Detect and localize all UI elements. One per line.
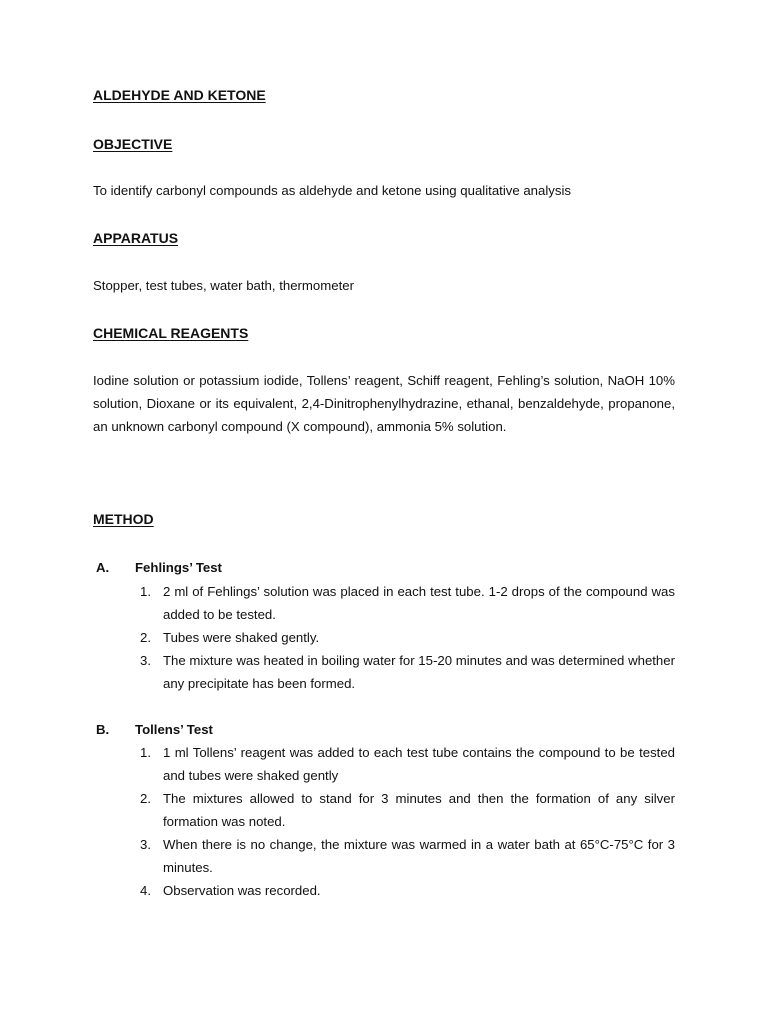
step-number: 2. <box>140 791 151 806</box>
list-item <box>135 741 675 787</box>
section-letter-b: B. <box>96 722 110 737</box>
step-text: 1 ml Tollens’ reagent was added to each test tube contains the compound to be tested and tubes were shaked gently <box>163 745 675 783</box>
document-title: ALDEHYDE AND KETONE <box>93 87 266 103</box>
section-title-tollens: Tollens’ Test <box>135 722 213 737</box>
list-item <box>135 787 675 833</box>
fehlings-steps-list <box>135 580 675 695</box>
list-item <box>135 580 675 626</box>
step-number: 4. <box>140 883 151 898</box>
reagents-text: Iodine solution or potassium iodide, Tollens’ reagent, Schiff reagent, Fehling’s solution, NaOH 10% solution, Dioxane or its equivalent, 2,4-Dinitrophenylhydrazine, ethanal, benzaldehyde, propanone, an unknown carbonyl compound (X compound), ammonia 5% solution. <box>93 373 675 434</box>
step-text: Observation was recorded. <box>163 883 321 898</box>
method-heading: METHOD <box>93 511 154 527</box>
reagents-heading: CHEMICAL REAGENTS <box>93 325 249 341</box>
step-number: 2. <box>140 630 151 645</box>
section-letter-a: A. <box>96 560 110 575</box>
apparatus-heading: APPARATUS <box>93 230 179 246</box>
step-text: When there is no change, the mixture was warmed in a water bath at 65°C-75°C for 3 minutes. <box>163 837 675 875</box>
step-number: 1. <box>140 745 151 760</box>
step-text: The mixtures allowed to stand for 3 minutes and then the formation of any silver formation was noted. <box>163 791 675 829</box>
step-text: Tubes were shaked gently. <box>163 630 320 645</box>
step-number: 3. <box>140 837 151 852</box>
step-text: The mixture was heated in boiling water for 15-20 minutes and was determined whether any precipitate has been formed. <box>163 653 675 691</box>
objective-heading: OBJECTIVE <box>93 136 173 152</box>
list-item <box>135 626 675 649</box>
step-text: 2 ml of Fehlings’ solution was placed in each test tube. 1-2 drops of the compound was added to be tested. <box>163 584 675 622</box>
tollens-steps-list <box>135 741 675 902</box>
step-number: 3. <box>140 653 151 668</box>
list-item <box>135 879 675 902</box>
objective-text: To identify carbonyl compounds as aldehyde and ketone using qualitative analysis <box>93 183 571 198</box>
list-item <box>135 833 675 879</box>
apparatus-text: Stopper, test tubes, water bath, thermometer <box>93 278 354 293</box>
step-number: 1. <box>140 584 151 599</box>
section-title-fehlings: Fehlings’ Test <box>135 560 222 575</box>
list-item <box>135 649 675 695</box>
